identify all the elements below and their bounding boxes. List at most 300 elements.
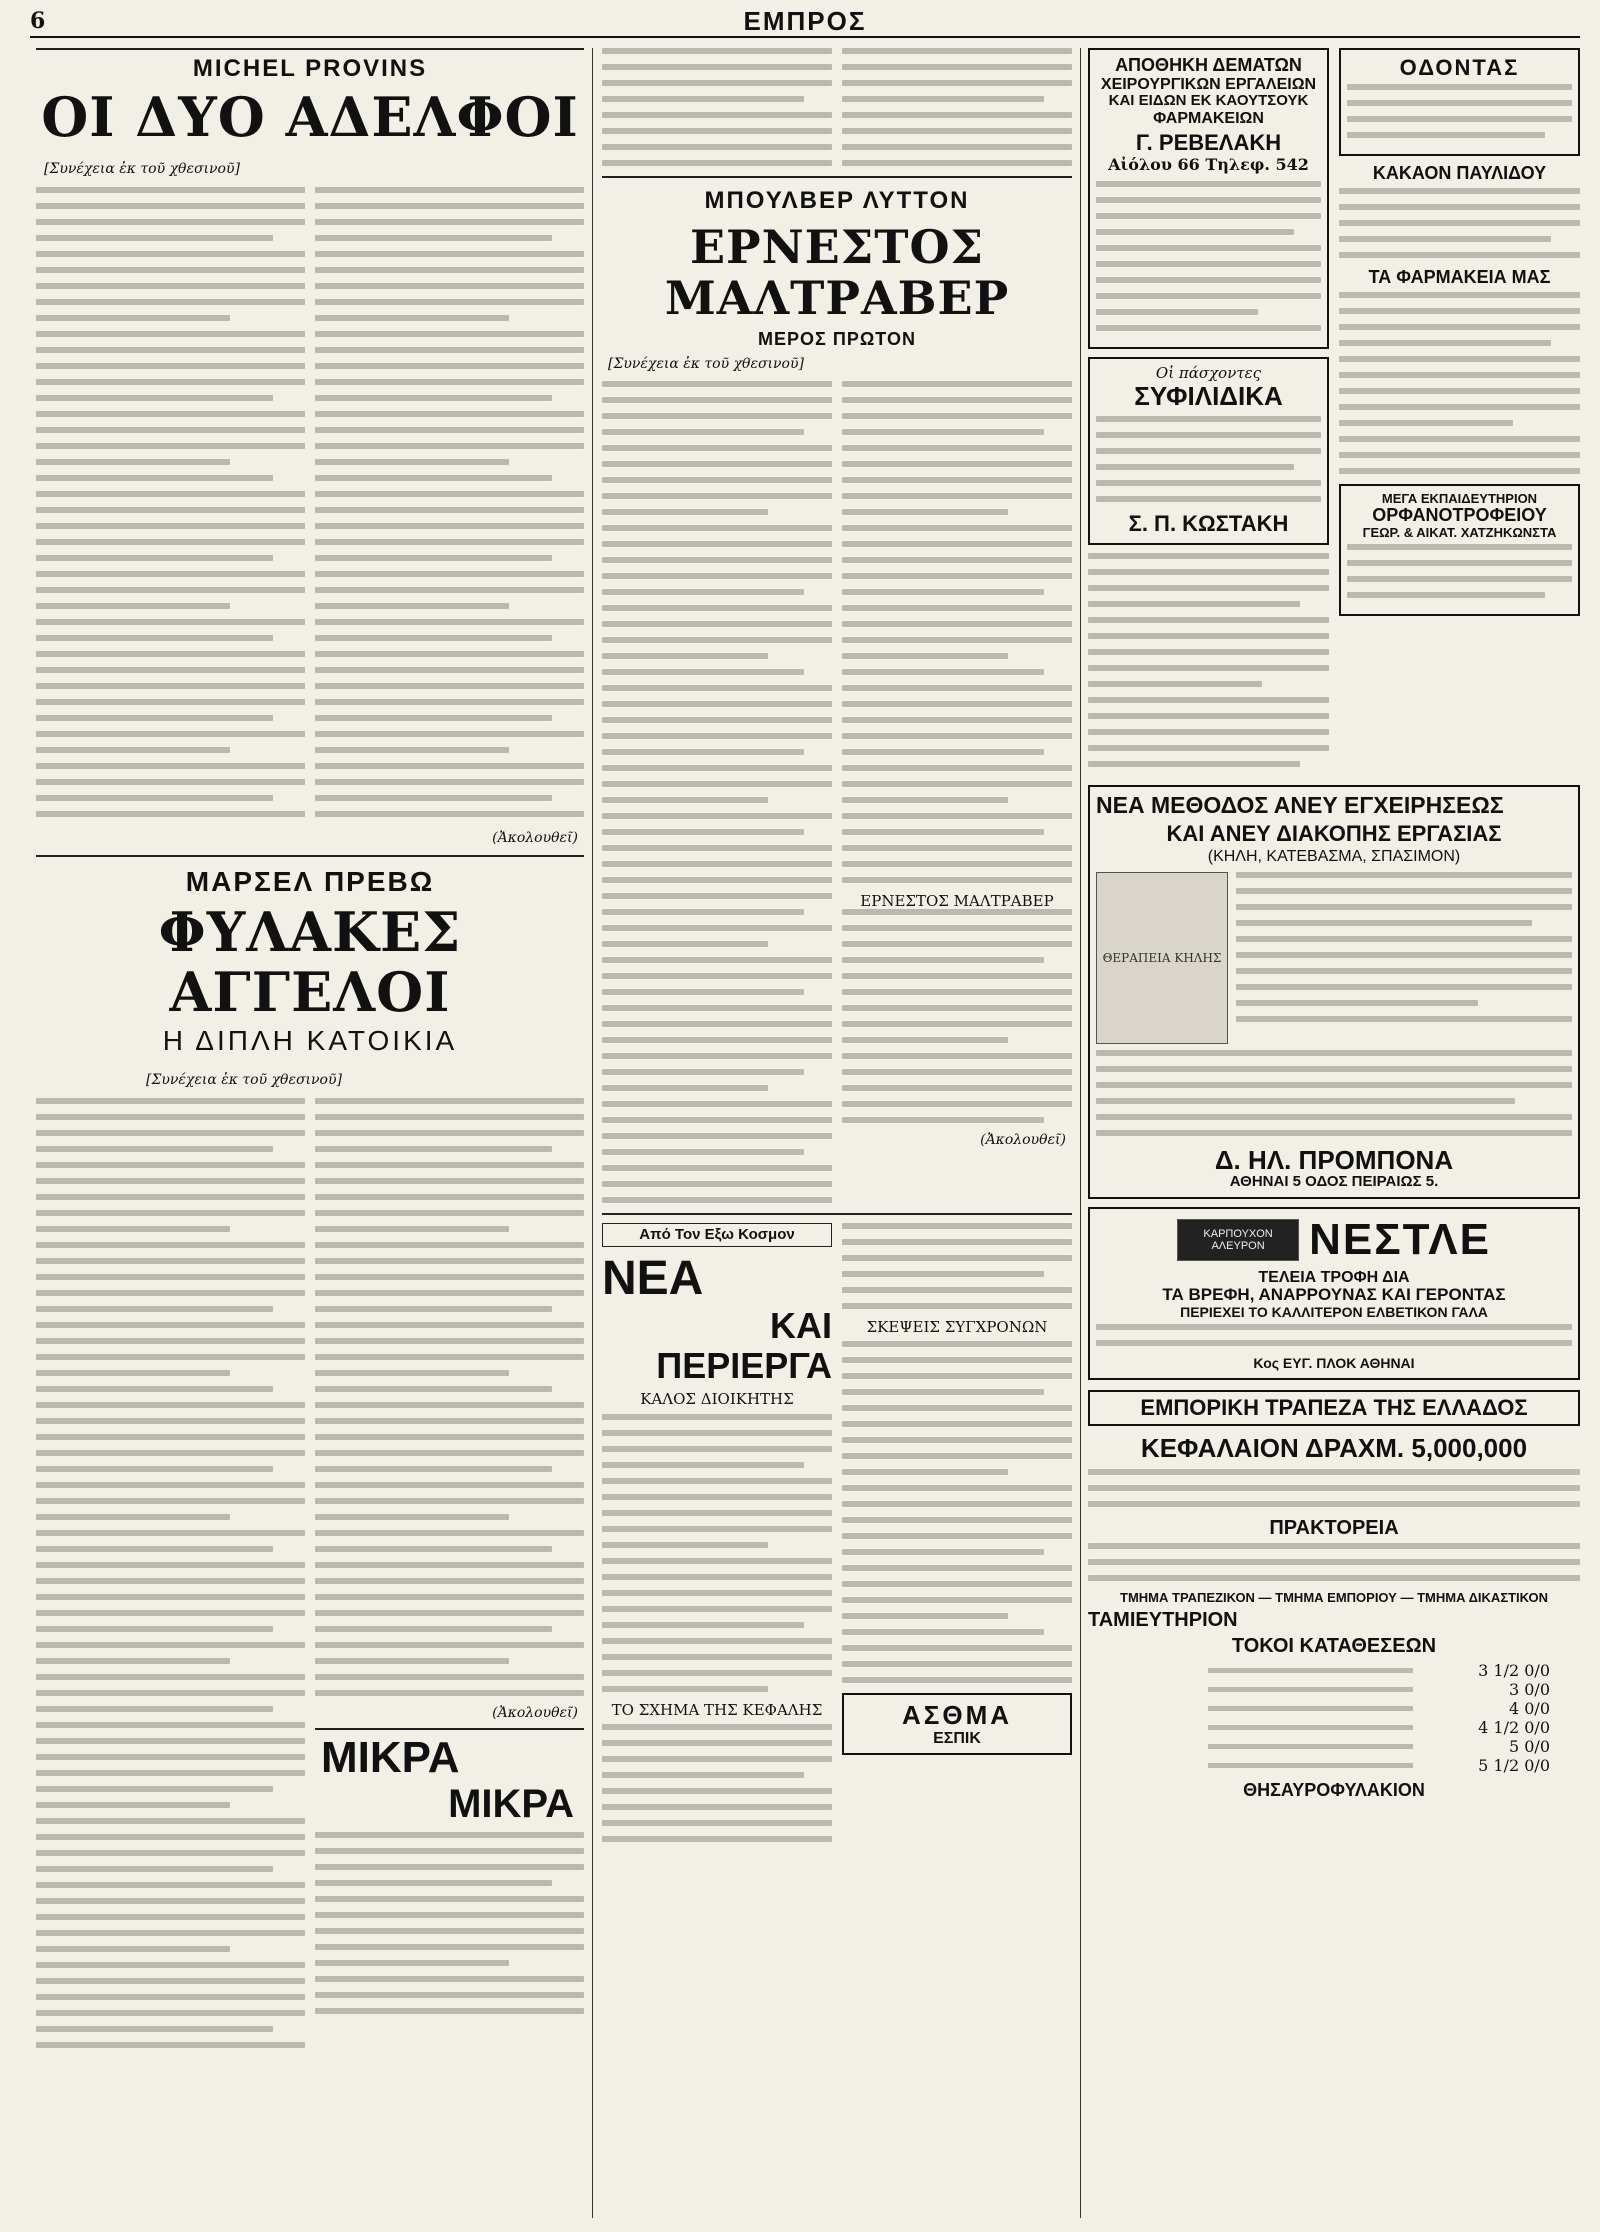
text-line: [315, 395, 552, 401]
text-line: [842, 1469, 1008, 1475]
pharmacy-warehouse-ad: [1088, 48, 1329, 349]
text-line: [36, 667, 305, 673]
text-line: [36, 1994, 305, 2000]
text-line: [1088, 1501, 1580, 1507]
text-line: [1088, 585, 1329, 591]
text-line: [1339, 292, 1580, 298]
text-line: [315, 1976, 584, 1982]
text-line: [315, 1194, 584, 1200]
text-line: [602, 973, 832, 979]
text-line: [842, 493, 1072, 499]
text-line: [315, 571, 584, 577]
text-line: [36, 555, 273, 561]
text-line: [842, 541, 1072, 547]
page-number: 6: [30, 8, 46, 34]
text-line: [1088, 553, 1329, 559]
text-line: [1096, 213, 1321, 219]
text-line: [602, 653, 768, 659]
ad-title: ΟΔΟΝΤΑΣ: [1399, 55, 1520, 80]
text-line: [315, 1322, 584, 1328]
notice-text: [1088, 553, 1329, 767]
text-line: [1088, 665, 1329, 671]
text-line: [602, 1149, 804, 1155]
text-line: [1096, 325, 1321, 331]
text-line: [602, 717, 832, 723]
text-line: [602, 621, 832, 627]
text-line: [602, 445, 832, 451]
text-line: [602, 1101, 832, 1107]
text-line: [1096, 416, 1321, 422]
text-line: [315, 683, 584, 689]
text-line: [315, 443, 584, 449]
text-line: [315, 1146, 552, 1152]
text-line: [602, 1804, 832, 1810]
text-line: [36, 187, 305, 193]
text-line: [1096, 480, 1321, 486]
text-line: [315, 283, 584, 289]
ad-line: ΠΕΡΙΕΧΕΙ ΤΟ ΚΑΛΛΙΤΕΡΟΝ ΕΛΒΕΤΙΚΟΝ ΓΑΛΑ: [1180, 1304, 1488, 1320]
text-line: [1347, 544, 1572, 550]
text-line: [602, 765, 832, 771]
text-line: [842, 128, 1072, 134]
text-line: [602, 557, 832, 563]
text-line: [315, 251, 584, 257]
text-line: [842, 381, 1072, 387]
ad-name: Γ. ΡΕΒΕΛΑΚΗ: [1135, 130, 1282, 156]
text-line: [36, 459, 230, 465]
text-line: [36, 1498, 305, 1504]
text-line: [842, 1485, 1072, 1491]
text-line: [842, 112, 1072, 118]
text-line: [36, 219, 305, 225]
text-line: [842, 1677, 1072, 1683]
text-line: [315, 1658, 509, 1664]
ad-line: ΓΕΩΡ. & ΑΙΚΑΤ. ΧΑΤΖΗΚΩΝΣΤΑ: [1362, 524, 1557, 540]
ad-line: ΚΑΙ ΕΙΔΩΝ ΕΚ ΚΑΟΥΤΣΟΥΚ: [1108, 92, 1309, 110]
text-line: [1096, 464, 1294, 470]
text-line: [842, 48, 1072, 54]
text-line: [315, 267, 584, 273]
text-line: [842, 573, 1072, 579]
text-line: [1236, 968, 1572, 974]
text-line: [315, 731, 584, 737]
column-3: [1088, 48, 1580, 2218]
ad-line: ΧΕΙΡΟΥΡΓΙΚΩΝ ΕΡΓΑΛΕΙΩΝ: [1100, 75, 1317, 93]
text-line: [602, 845, 832, 851]
to-be-continued: (Ἀκολουθεῖ): [980, 1132, 1066, 1149]
top-text: [602, 48, 1072, 176]
text-line: [1096, 448, 1321, 454]
text-line: [842, 669, 1044, 675]
rate-row: [1208, 1756, 1550, 1775]
text-line: [1236, 920, 1532, 926]
text-line: [602, 144, 832, 150]
text-line: [315, 1418, 584, 1424]
text-line: [36, 1610, 305, 1616]
text-line: [602, 781, 832, 787]
text-line: [36, 1386, 273, 1392]
text-line: [315, 555, 552, 561]
text-line: [602, 1181, 832, 1187]
text-line: [842, 1357, 1072, 1363]
rule: [602, 1213, 1072, 1215]
text-line: [602, 877, 832, 883]
text-line: [842, 477, 1072, 483]
text-line: [842, 685, 1072, 691]
text-line: [36, 1178, 305, 1184]
ad-name: Σ. Π. ΚΩΣΤΑΚΗ: [1128, 511, 1289, 537]
text-line: [842, 1085, 1072, 1091]
text-line: [36, 1722, 305, 1728]
text-line: [842, 1565, 1072, 1571]
text-line: [602, 1494, 832, 1500]
text-line: [315, 1610, 584, 1616]
column-rule: [592, 48, 593, 2218]
rate-row: [1208, 1661, 1550, 1680]
text-line: [315, 635, 552, 641]
text-line: [842, 80, 1072, 86]
text-line: [315, 2008, 584, 2014]
mikra-body: [315, 1832, 584, 2014]
body-text-left: [602, 48, 832, 176]
text-line: [842, 813, 1072, 819]
text-line: [842, 1341, 1072, 1347]
text-line: [36, 1370, 230, 1376]
text-line: [315, 475, 552, 481]
text-line: [602, 397, 832, 403]
text-line: [1339, 436, 1580, 442]
text-line: [315, 1114, 584, 1120]
text-line: [36, 811, 305, 817]
text-line: [842, 797, 1008, 803]
text-line: [315, 1960, 509, 1966]
text-line: [602, 1117, 832, 1123]
text-line: [36, 587, 305, 593]
text-line: [315, 523, 584, 529]
text-line: [36, 571, 305, 577]
text-line: [315, 1466, 552, 1472]
text-line: [315, 331, 584, 337]
text-line: [842, 1303, 1072, 1309]
column-2: [602, 48, 1072, 2218]
text-line: [36, 1162, 305, 1168]
text-line: [842, 765, 1072, 771]
text-line: [1236, 952, 1572, 958]
text-line: [602, 797, 768, 803]
text-line: [602, 477, 832, 483]
text-line: [1096, 261, 1321, 267]
text-line: [842, 701, 1072, 707]
text-line: [842, 413, 1072, 419]
text-line: [1088, 649, 1329, 655]
text-line: [1096, 496, 1321, 502]
text-line: [1088, 1543, 1580, 1549]
text-line: [602, 925, 832, 931]
text-line: [602, 1526, 832, 1532]
text-line: [315, 491, 584, 497]
interest-rates: [1208, 1661, 1550, 1775]
story-title: ΟΙ ΔΥΟ ΑΔΕΛΦΟΙ: [41, 85, 579, 150]
ad-line: ΤΑ ΒΡΕΦΗ, ΑΝΑΡΡΟΥΝΑΣ ΚΑΙ ΓΕΡΟΝΤΑΣ: [1162, 1285, 1506, 1305]
section-title: ΜΙΚΡΑ: [321, 1732, 460, 1782]
rate-row: [1208, 1699, 1550, 1718]
text-line: [315, 1832, 584, 1838]
ad-line: ΘΗΣΑΥΡΟΦΥΛΑΚΙΟΝ: [1243, 1779, 1425, 1800]
story-title: ΕΡΝΕΣΤΟΣ ΜΑΛΤΡΑΒΕΡ: [664, 220, 1010, 325]
ad-body: [1347, 544, 1572, 598]
text-line: [315, 1530, 584, 1536]
text-line: [602, 589, 804, 595]
text-line: [842, 1661, 1072, 1667]
text-line: [36, 443, 305, 449]
newspaper-title: ΕΜΠΡΟΣ: [743, 6, 867, 36]
text-line: [1096, 229, 1294, 235]
text-line: [1347, 84, 1572, 90]
text-line: [36, 603, 230, 609]
ad-body: [1347, 84, 1572, 138]
text-line: [315, 379, 584, 385]
ad-title: ΣΥΦΙΛΙΔΙΚΑ: [1134, 380, 1283, 411]
ad-body: [1088, 1543, 1580, 1581]
text-line: [842, 1005, 1072, 1011]
text-line: [1096, 197, 1321, 203]
ad-subtitle: ΤΟΚΟΙ ΚΑΤΑΘΕΣΕΩΝ: [1231, 1634, 1437, 1657]
text-line: [602, 1069, 804, 1075]
text-line: [36, 507, 305, 513]
text-line: [315, 1690, 584, 1696]
story-author: ΜΠΟΥΛΒΕΡ ΛΥΤΤΟΝ: [704, 187, 970, 214]
text-line: [842, 1271, 1044, 1277]
ad-brand: ΕΣΠΙΚ: [933, 1729, 981, 1747]
text-line: [842, 1629, 1044, 1635]
text-line: [842, 861, 1072, 867]
hernia-illustration: [1096, 872, 1228, 1044]
text-line: [842, 1239, 1072, 1245]
story-body: [602, 381, 1072, 1213]
text-line: [602, 829, 804, 835]
text-line: [36, 491, 305, 497]
text-line: [1096, 1114, 1572, 1120]
ad-line: (ΚΗΛΗ, ΚΑΤΕΒΑΣΜΑ, ΣΠΑΣΙΜΟΝ): [1207, 848, 1461, 866]
text-line: [36, 283, 305, 289]
ad-body: [1096, 1050, 1572, 1136]
text-line: [602, 861, 832, 867]
rate-value: 4 1/2 0/0: [1478, 1717, 1550, 1737]
text-line: [315, 1338, 584, 1344]
text-line: [842, 1453, 1072, 1459]
text-line: [602, 48, 832, 54]
text-line: [1339, 420, 1513, 426]
text-line: [36, 235, 273, 241]
text-line: [1208, 1706, 1413, 1711]
text-line: [315, 1578, 584, 1584]
text-line: [1096, 293, 1321, 299]
text-line: [36, 1626, 273, 1632]
text-line: [1347, 116, 1572, 122]
text-line: [602, 1430, 832, 1436]
text-line: [1347, 592, 1545, 598]
text-line: [315, 1674, 584, 1680]
asthma-ad: [842, 1693, 1072, 1755]
text-line: [602, 1740, 832, 1746]
text-line: [36, 1882, 305, 1888]
rate-row: [1208, 1680, 1550, 1699]
text-line: [36, 347, 305, 353]
text-line: [315, 1290, 584, 1296]
body-text-left: [602, 381, 832, 1213]
text-line: [1339, 468, 1580, 474]
text-line: [315, 1546, 552, 1552]
text-line: [602, 1836, 832, 1842]
text-line: [36, 683, 305, 689]
text-line: [602, 429, 804, 435]
text-line: [36, 1850, 305, 1856]
text-line: [36, 651, 305, 657]
text-line: [1096, 1066, 1572, 1072]
ad-address: Αἰόλου 66 Τηλεφ. 542: [1108, 154, 1309, 174]
text-line: [1088, 729, 1329, 735]
text-line: [315, 1848, 584, 1854]
text-line: [315, 1896, 584, 1902]
text-line: [842, 1021, 1072, 1027]
text-line: [842, 429, 1044, 435]
text-line: [1339, 204, 1580, 210]
news-heading: ΚΑΛΟΣ ΔΙΟΙΚΗΤΗΣ: [640, 1390, 794, 1409]
text-line: [842, 1645, 1072, 1651]
text-line: [602, 941, 768, 947]
text-line: [315, 603, 509, 609]
text-line: [602, 525, 832, 531]
text-line: [1088, 1559, 1580, 1565]
text-line: [315, 1178, 584, 1184]
text-line: [1088, 713, 1329, 719]
text-line: [36, 715, 273, 721]
text-line: [36, 1258, 305, 1264]
text-line: [602, 1558, 832, 1564]
ad-body: [1096, 416, 1321, 502]
rate-row: [1208, 1737, 1550, 1756]
text-line: [1088, 633, 1329, 639]
text-line: [315, 299, 584, 305]
text-line: [842, 1581, 1072, 1587]
text-line: [315, 315, 509, 321]
ad-list: [1096, 181, 1321, 331]
text-line: [1088, 745, 1329, 751]
text-line: [315, 779, 584, 785]
text-line: [842, 1069, 1072, 1075]
text-line: [1208, 1668, 1413, 1673]
text-line: [602, 413, 832, 419]
text-line: [36, 267, 305, 273]
text-line: [842, 1517, 1072, 1523]
text-line: [842, 1287, 1072, 1293]
rule: [315, 1728, 584, 1730]
body-text-left: [36, 1098, 305, 2058]
to-be-continued: (Ἀκολουθεῖ): [492, 1705, 578, 1722]
text-line: [842, 605, 1072, 611]
text-line: [315, 1226, 509, 1232]
text-line: [842, 621, 1072, 627]
text-line: [36, 1786, 273, 1792]
text-line: [842, 589, 1044, 595]
text-line: [36, 1450, 305, 1456]
section-title: ΜΙΚΡΑ: [448, 1782, 574, 1827]
ad-body: [1236, 872, 1572, 1044]
text-line: [1096, 1098, 1515, 1104]
column-1: [36, 48, 584, 2218]
text-line: [602, 1165, 832, 1171]
text-line: [36, 523, 305, 529]
ad-subtitle: ΚΑΙ ΑΝΕΥ ΔΙΑΚΟΠΗΣ ΕΡΓΑΣΙΑΣ: [1166, 820, 1502, 846]
section-body: [1339, 292, 1580, 474]
text-line: [602, 749, 804, 755]
text-line: [36, 1482, 305, 1488]
text-line: [1088, 697, 1329, 703]
illustration-caption: ΘΕΡΑΠΕΙΑ ΚΗΛΗΣ: [1102, 950, 1222, 965]
text-line: [1347, 100, 1572, 106]
text-line: [36, 1194, 305, 1200]
text-line: [36, 1546, 273, 1552]
text-line: [842, 877, 1072, 883]
text-line: [1236, 936, 1572, 942]
text-line: [315, 1098, 584, 1104]
text-line: [602, 1574, 832, 1580]
text-line: [36, 1738, 305, 1744]
text-line: [315, 459, 509, 465]
text-line: [1096, 1324, 1572, 1330]
text-line: [842, 1549, 1044, 1555]
text-line: [36, 1962, 305, 1968]
text-line: [36, 1706, 273, 1712]
text-line: [315, 1354, 584, 1360]
text-line: [842, 1533, 1072, 1539]
text-line: [842, 509, 1008, 515]
text-line: [36, 203, 305, 209]
text-line: [602, 669, 804, 675]
text-line: [1339, 340, 1551, 346]
text-line: [1096, 1130, 1572, 1136]
ad-body: [1088, 1469, 1580, 1507]
text-line: [315, 1162, 584, 1168]
text-line: [602, 1037, 832, 1043]
story-author: ΜΑΡΣΕΛ ΠΡΕΒΩ: [185, 865, 435, 897]
ad-line: ΦΑΡΜΑΚΕΙΩΝ: [1153, 109, 1264, 127]
rule: [36, 855, 584, 857]
text-line: [315, 1210, 584, 1216]
ad-line: ΤΜΗΜΑ ΤΡΑΠΕΖΙΚΟΝ — ΤΜΗΜΑ ΕΜΠΟΡΙΟΥ — ΤΜΗΜΑ ΔΙΚΑΣΤΙΚΟΝ: [1120, 1589, 1548, 1605]
text-line: [36, 1834, 305, 1840]
text-line: [602, 509, 768, 515]
body-text-right: [842, 381, 1072, 883]
news-body: [602, 1414, 832, 1692]
text-line: [602, 1820, 832, 1826]
text-line: [1096, 432, 1321, 438]
text-line: [842, 909, 1072, 915]
text-line: [315, 203, 584, 209]
text-line: [602, 733, 832, 739]
text-line: [315, 235, 552, 241]
text-line: [36, 1114, 305, 1120]
text-line: [1096, 309, 1258, 315]
text-line: [602, 1005, 832, 1011]
rule: [36, 48, 584, 50]
text-line: [36, 379, 305, 385]
text-line: [315, 363, 584, 369]
text-line: [1339, 356, 1580, 362]
text-line: [602, 1133, 832, 1139]
text-line: [602, 1414, 832, 1420]
text-line: [602, 1788, 832, 1794]
